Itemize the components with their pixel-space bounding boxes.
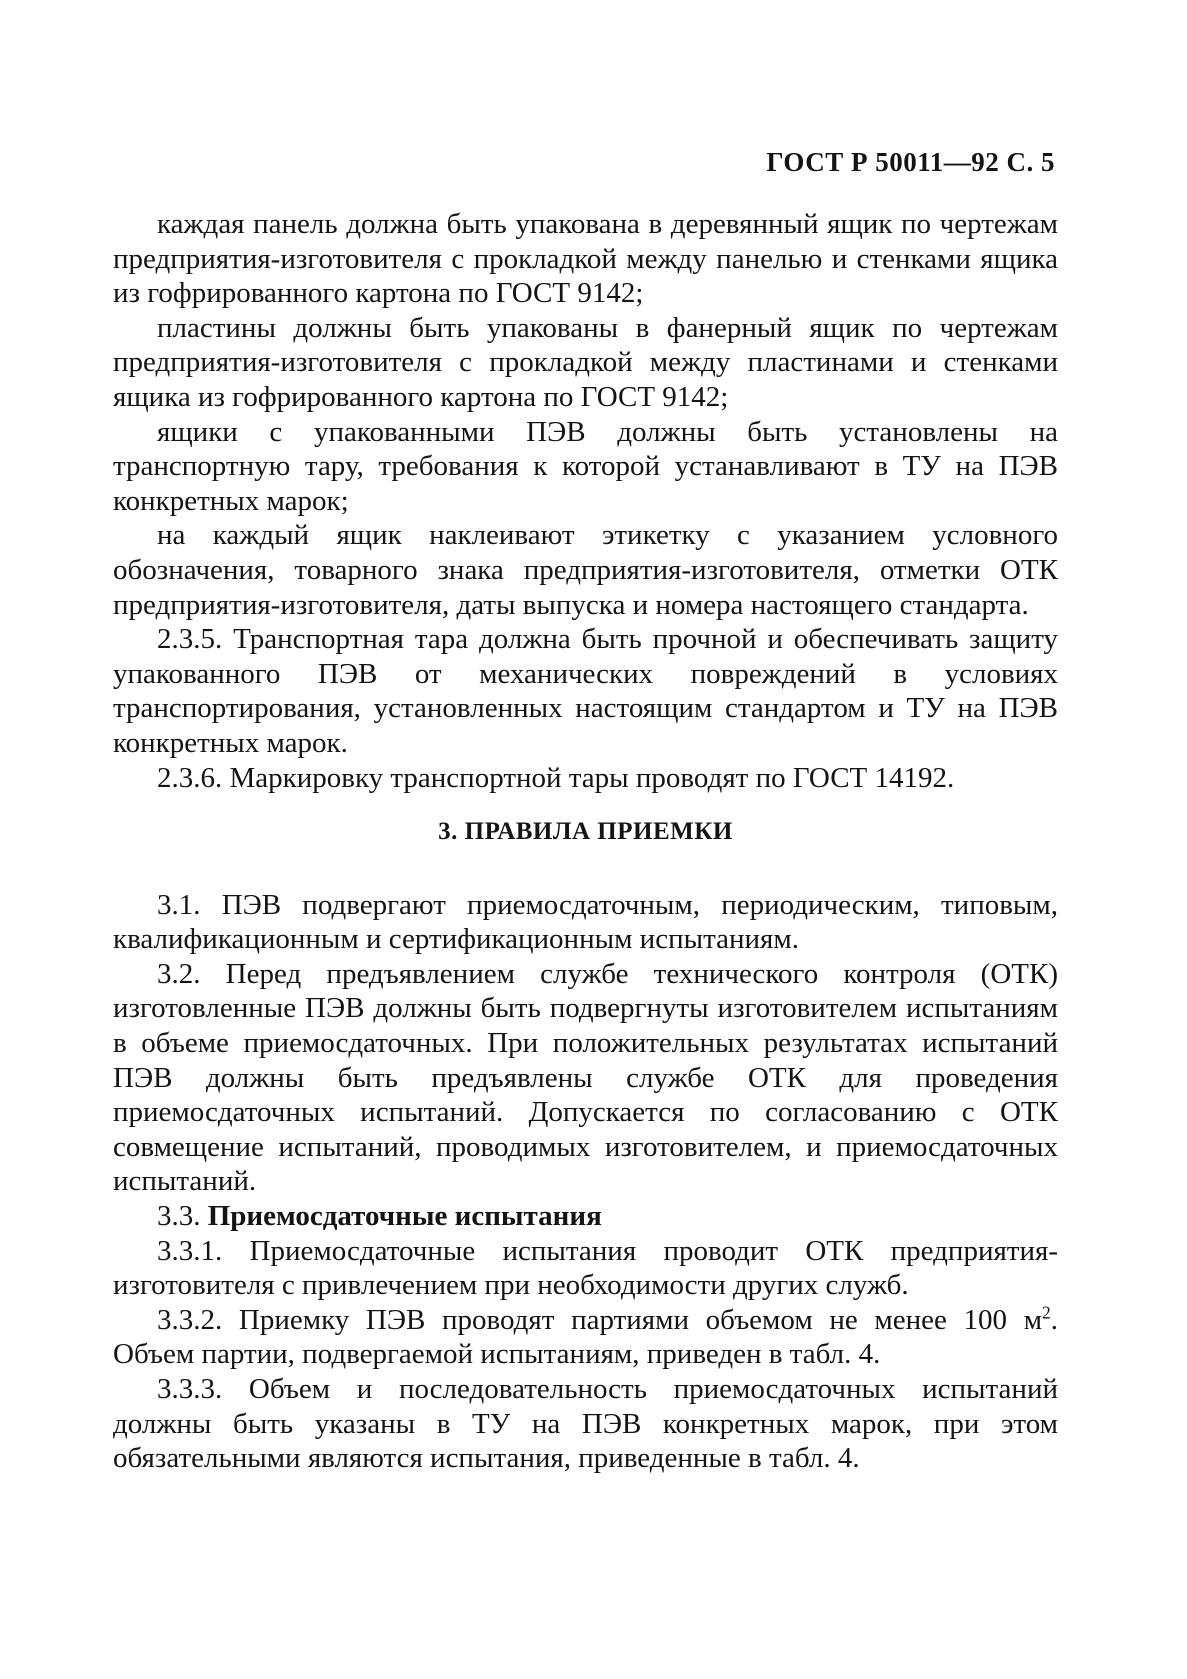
- area-unit-superscript: 2: [1042, 1302, 1051, 1323]
- paragraph-3-3-2-tail: . Объем партии, подвергаемой испытаниям, приведен в табл. 4.: [113, 1303, 1058, 1371]
- page-header: ГОСТ Р 50011—92 С. 5: [766, 147, 1055, 177]
- subsection-number: 3.3.: [157, 1200, 201, 1233]
- paragraph-3-1: 3.1. ПЭВ подвергают приемосдаточным, периодическим, типовым, квалификационным и сертификационным испытаниям.: [113, 888, 1058, 956]
- paragraph-3-3-3: 3.3.3. Объем и последовательность приемосдаточных испытаний должны быть указаны в ТУ на ПЭВ конкретных марок, при этом обязательными являются испытания, приведенные в табл. 4.: [113, 1373, 1058, 1475]
- paragraph-2-3-5: 2.3.5. Транспортная тара должна быть прочной и обеспечивать защиту упакованного ПЭВ от механических повреждений в условиях транспортирования, установленных настоящим стандартом и ТУ на ПЭВ конкретных марок.: [113, 623, 1058, 759]
- document-body: [113, 207, 1058, 1476]
- paragraph-panel-packing: каждая панель должна быть упакована в деревянный ящик по чертежам предприятия-изготовителя с прокладкой между панелью и стенками ящика из гофрированного картона по ГОСТ 9142;: [113, 208, 1058, 310]
- paragraph-3-3-2-main: 3.3.2. Приемку ПЭВ проводят партиями объемом не менее 100 м: [157, 1303, 1043, 1336]
- paragraph-plate-packing: пластины должны быть упакованы в фанерный ящик по чертежам предприятия-изготовителя с прокладкой между пластинами и стенками ящика из гофрированного картона по ГОСТ 9142;: [113, 311, 1058, 413]
- subsection-title: Приемосдаточные испытания: [207, 1200, 602, 1233]
- section-title: 3. ПРАВИЛА ПРИЕМКИ: [438, 818, 733, 846]
- paragraph-3-2: 3.2. Перед предъявлением службе технического контроля (ОТК) изготовленные ПЭВ должны быть подвергнуты изготовителем испытаниям в объеме приемосдаточных. При положительных результатах испытаний ПЭВ должны быть предъявлены службе ОТК для проведения приемосдаточных испытаний. Допускается по согласованию с ОТК совмещение испытаний, проводимых изготовителем, и приемосдаточных испытаний.: [113, 957, 1058, 1198]
- subsection-heading: [113, 1199, 1058, 1234]
- paragraph-3-3-2: [113, 1303, 1058, 1372]
- paragraph-2-3-6: 2.3.6. Маркировку транспортной тары проводят по ГОСТ 14192.: [157, 761, 955, 794]
- paragraph-boxes-on-transport: ящики с упакованными ПЭВ должны быть установлены на транспортную тару, требования к которой устанавливают в ТУ на ПЭВ конкретных марок;: [113, 415, 1058, 517]
- paragraph-3-3-1: 3.3.1. Приемосдаточные испытания проводит ОТК предприятия-изготовителя с привлечением при необходимости других служб.: [113, 1234, 1058, 1302]
- paragraph-labeling: на каждый ящик наклеивают этикетку с указанием условного обозначения, товарного знака предприятия-изготовителя, отметки ОТК предприятия-изготовителя, даты выпуска и номера настоящего стандарта.: [113, 519, 1058, 621]
